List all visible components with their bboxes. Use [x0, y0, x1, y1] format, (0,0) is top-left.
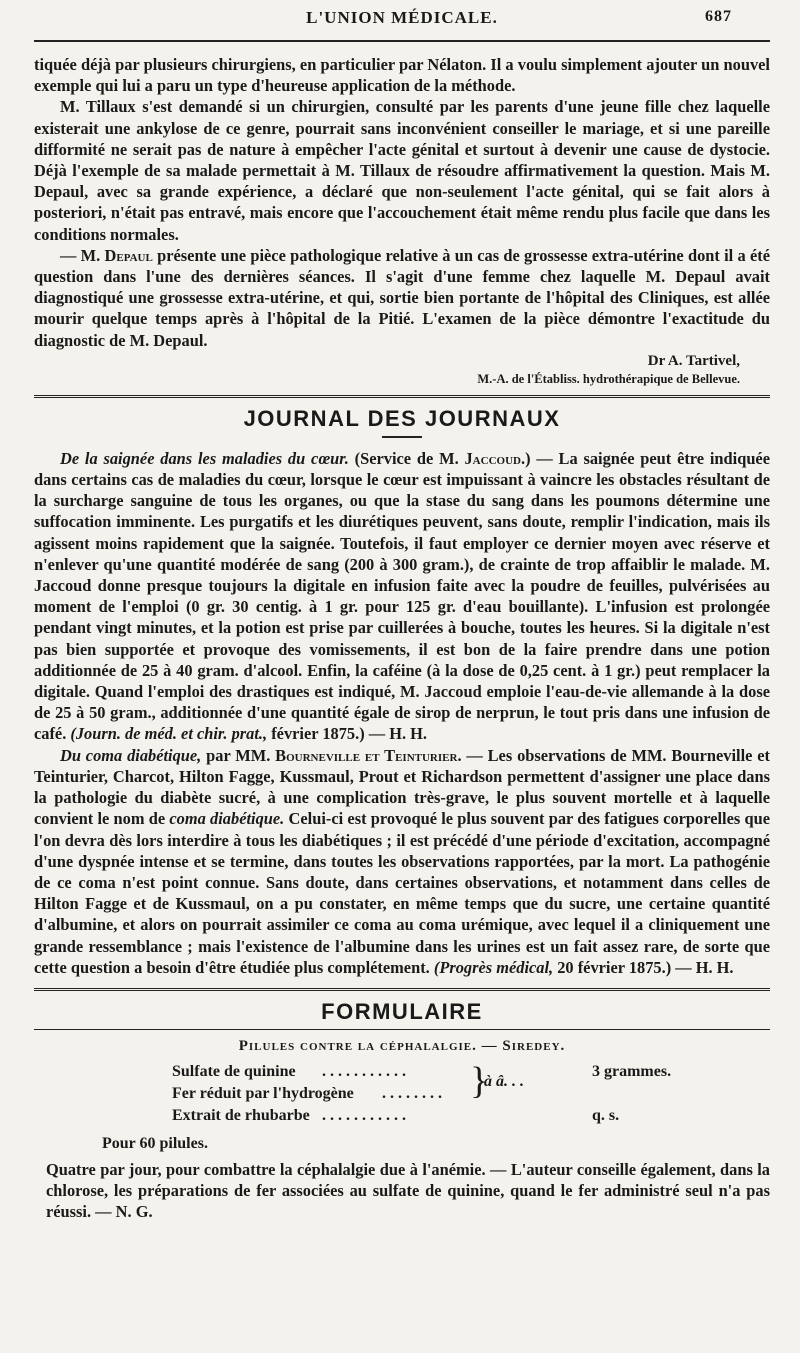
heading-short-rule	[382, 436, 422, 438]
article-coma	[34, 745, 770, 978]
section-divider	[34, 395, 770, 398]
article-saignee-end: février 1875.) — H. H.	[267, 724, 428, 744]
leader-dots: ........	[382, 1084, 446, 1102]
intro-paragraph-3	[34, 245, 770, 351]
article-coma-term: coma diabétique.	[169, 809, 285, 829]
author-role: M.-A. de l'Établiss. hydrothérapique de Bellevue.	[477, 371, 740, 386]
p3-lead: — M.	[60, 245, 105, 265]
recipe-title: Pilules contre la céphalalgie. — Siredey.	[238, 1037, 566, 1054]
article-saignee-title: De la saignée dans les maladies du cœur.	[60, 448, 349, 468]
article-coma-body: . — Les observations de MM. Bourneville et Teinturier, Charcot, Hilton Fagge, Kussmaul, Prout et Richardson permettent d'assigner une place dans la pathologie du diabète sucré, à une complication très-grave, le plus souvent mortelle et à laquelle convient le nom de	[34, 745, 771, 829]
article-saignee	[34, 448, 770, 745]
p3-name: Depaul	[104, 245, 153, 265]
leader-dots: ...........	[322, 1062, 410, 1080]
ingredient-quantity: q. s.	[592, 1106, 620, 1124]
intro-paragraph-1: tiquée déjà par plusieurs chirurgiens, en particulier par Nélaton. Il a voulu simplement ajouter un nouvel exemple qui lui a paru un type d'heureuse application de la méthode.	[34, 55, 770, 96]
ingredient-quantity: 3 grammes.	[592, 1062, 672, 1080]
formulaire-note: Quatre par jour, pour combattre la céphalalgie due à l'anémie. — L'auteur conseille également, dans la chlorose, les préparations de fer associées au sulfate de quinine, quand le fer administré seul n'a pas réussi. — N. G.	[46, 1159, 770, 1222]
brace-symbol: }	[470, 1059, 489, 1102]
article-coma-authors: Bourneville et Teinturier	[275, 745, 458, 765]
page-number: 687	[705, 8, 732, 25]
p3-rest: présente une pièce pathologique relative à un cas de grossesse extra-utérine dont il a été question dans l'une des dernières séances. Il s'agit d'une femme chez laquelle M. Depaul avait diagnostiqué une grossesse extra-utérine, et qui, sortie bien portante de l'hôpital des Cliniques, est allée mourir quelque temps après à l'hôpital de la Pitié. L'examen de la pièce démontre l'exactitude du diagnostic de M. Depaul.	[34, 245, 770, 350]
article-coma-body-2: Celui-ci est provoqué le plus souvent par des fatigues corporelles que l'on devra dès lors interdire à tous les diabétiques ; il est précédé d'une période d'excitation, accompagné d'une dyspnée intense et se termine, dans toutes les observations rapportées, par la mort. La pathogénie de ce coma n'est point connue. Sans doute, dans certaines observations, et notamment dans celles de Hilton Fagge et de Kussmaul, on a pu constater, en même temps que du sucre, une certaine quantité d'albumine, et alors on pourrait assimiler ce coma au coma urémique, avec lequel il a cliniquement une grande ressemblance ; mais l'existence de l'albumine dans les urines est un fait assez rare, de sorte que cette question a besoin d'être étudiée plus complétement.	[34, 809, 770, 977]
author-signature: Dr A. Tartivel,	[647, 352, 740, 369]
article-coma-citation: (Progrès médical,	[433, 957, 554, 977]
pill-count: Pour 60 pilules.	[102, 1134, 208, 1152]
running-head	[34, 8, 770, 32]
ingredient-row	[172, 1105, 770, 1127]
ana-marker: à â. . .	[484, 1072, 524, 1090]
article-coma-by: par MM.	[201, 745, 276, 765]
article-coma-end: 20 février 1875.) — H. H.	[553, 957, 734, 977]
journal-title: L'UNION MÉDICALE.	[306, 8, 498, 27]
recipe-ingredients	[172, 1061, 770, 1127]
leader-dots: ...........	[322, 1106, 410, 1124]
article-saignee-citation: (Journ. de méd. et chir. prat.,	[70, 724, 268, 744]
formulaire-heading: FORMULAIRE	[321, 998, 483, 1024]
ingredient-name: Extrait de rhubarbe	[172, 1106, 310, 1124]
article-saignee-source-name: Jaccoud	[464, 448, 521, 468]
journal-des-journaux-heading: JOURNAL DES JOURNAUX	[243, 405, 561, 431]
section-divider-2	[34, 988, 770, 991]
intro-paragraph-2: M. Tillaux s'est demandé si un chirurgien, consulté par les parents d'une jeune fille chez laquelle existerait une ankylose de ce genre, pourrait sans inconvénient conseiller le mariage, et si une pareille difformité ne serait pas de nature à empêcher l'acte génital et surtout à devenir une cause de dystocie. Déjà l'exemple de sa malade permettait à M. Tillaux de résoudre affirmativement la question. Mais M. Depaul, avec sa grande expérience, a déclaré que non-seulement l'acte génital, qui se fait alors à posteriori, n'était pas entravé, mais encore que l'accouchement était même rendu plus facile que dans les conditions normales.	[34, 97, 770, 244]
article-coma-title: Du coma diabétique,	[60, 745, 202, 765]
article-saignee-source-pre: (Service de M.	[348, 448, 465, 468]
article-saignee-source-post: .)	[520, 448, 531, 468]
ingredient-name: Sulfate de quinine	[172, 1062, 296, 1080]
article-saignee-body: — La saignée peut être indiquée dans certains cas de maladies du cœur, lorsque le cœur est impuissant à vaincre les obstacles résultant de la surcharge sanguine de tous les organes, ou que la stase du sang dans les poumons détermine une suffocation imminente. Les purgatifs et les diurétiques peuvent, sans doute, remplir l'indication, mais ils agissent moins rapidement que la saignée. Toutefois, il faut employer ce dernier moyen avec réserve et n'enlever qu'une quantité modérée de sang (200 à 300 gram.), de crainte de trop affaiblir le malade. M. Jaccoud donne presque toujours la digitale en infusion faite avec la poudre de feuilles, pulvérisées au moment de l'emploi (0 gr. 30 centig. à 1 gr. pour 125 gr. d'eau bouillante). L'infusion est prolongée pendant vingt minutes, et la potion est prise par cuillerées à bouche, toutes les heures. Si la digitale n'est pas bien supportée et provoque des vomissements, il est bon de la faire prendre dans une potion additionnée de 25 à 40 gram. d'alcool. Enfin, la caféine (à la dose de 0,25 cent. à 1 gr.) peut remplacer la digitale. Quand l'emploi des drastiques est indiqué, M. Jaccoud emploie l'eau-de-vie allemande à la dose de 25 à 50 gram., additionnée d'une quantité égale de sirop de nerprun, le tout pris dans une infusion de café.	[34, 448, 770, 744]
formulaire-rule	[34, 1029, 770, 1030]
ingredient-name: Fer réduit par l'hydrogène	[172, 1084, 354, 1102]
